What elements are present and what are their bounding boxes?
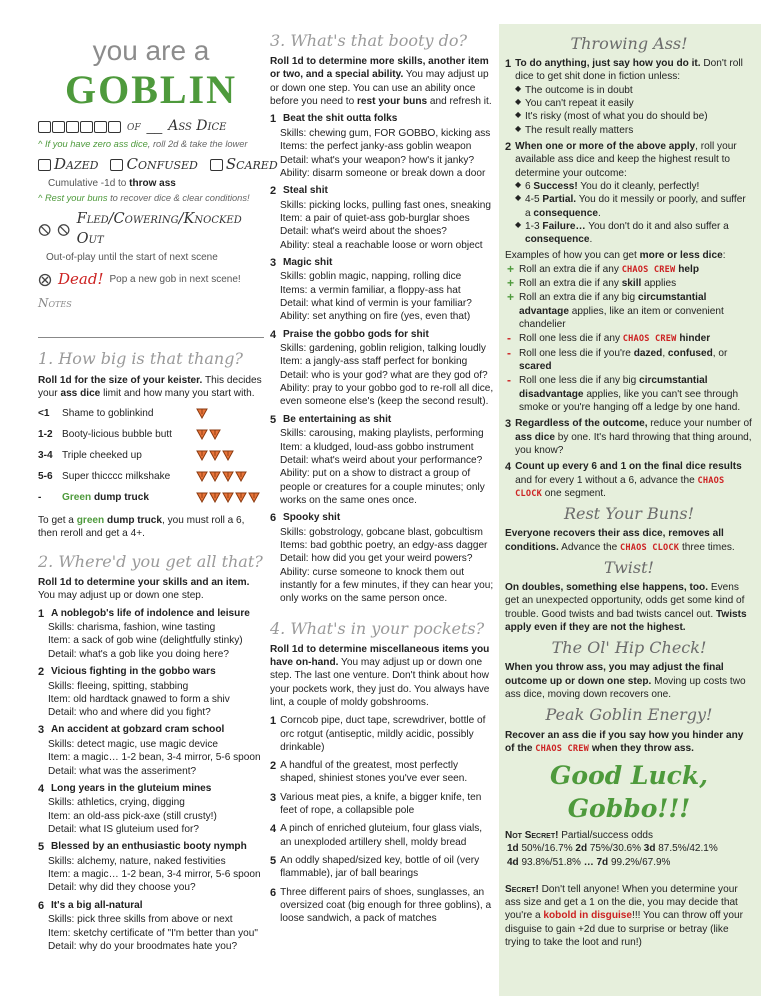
odds-block: Not Secret! Partial/success odds 1d 50%/16.7% 2d 75%/30.6% 3d 87.5%/42.1% 4d 93.8%/51.8% … 7d 99.2%/67.9%	[505, 829, 753, 869]
item-heading: 1 A noblegob's life of indolence and leisure	[38, 607, 250, 620]
size-label: Super thicccc milkshake	[62, 471, 171, 483]
fled-row	[38, 210, 264, 248]
rest-text: Everyone recovers their ass dice, removes all conditions. Advance the CHAOS CLOCK three times.	[505, 528, 735, 553]
size-roll: 5-6	[38, 471, 53, 483]
item-detail: Detail: how did you get your weird powers?	[280, 553, 473, 565]
plus-icon: +	[507, 261, 515, 276]
item-heading: 6 It's a big all-natural	[38, 899, 143, 912]
dazed-checkbox[interactable]	[38, 159, 51, 171]
modifier-list	[505, 263, 753, 415]
modifier-item: - Roll one less die if any CHAOS CREW hinder	[507, 331, 711, 346]
item-detail: Ability: put on a show to distract a group of people or creatures for a couple minutes; only works on the same ones once.	[280, 468, 485, 506]
list-item	[38, 607, 264, 661]
notes-area[interactable]	[38, 311, 264, 329]
butt-icon	[196, 429, 208, 440]
of-label: of	[127, 119, 141, 135]
plus-icon: +	[507, 276, 515, 291]
item-detail: Item: an old-ass pick-axe (still crusty!)	[48, 810, 217, 822]
item-detail: Skills: pick three skills from above or next	[48, 914, 233, 926]
item-detail: Ability: set anything on fire (yes, even that)	[280, 311, 471, 323]
item-detail: Skills: athletics, crying, digging	[48, 797, 185, 809]
butt-icon	[235, 471, 247, 482]
confused-checkbox[interactable]	[110, 159, 123, 171]
size-table	[38, 403, 264, 508]
item-detail: Detail: who and where did you fight?	[48, 707, 211, 719]
odds-line-1: 1d 50%/16.7% 2d 75%/30.6% 3d 87.5%/42.1%	[507, 843, 718, 855]
conditions-row	[38, 155, 278, 175]
section3-intro: Roll 1d to determine more skills, another item or two, and a special ability. You may adjust up or down one step. You can use an ability once before you need to rest your buns and refresh it.	[270, 56, 492, 108]
item-detail: Detail: why do your broodmates hate you?	[48, 940, 238, 952]
size-label: Green dump truck	[62, 492, 149, 504]
dead-label: Dead!	[58, 269, 104, 288]
item-detail: Detail: who is your god? what are they god of?	[280, 369, 488, 381]
middle-column	[270, 0, 495, 926]
pocket-item: 2 A handful of the greatest, most perfectly shaped, shiniest stones you've ever seen.	[270, 760, 468, 785]
item-detail: Skills: goblin magic, napping, rolling dice	[280, 271, 462, 283]
item-heading: 5 Blessed by an enthusiastic booty nymph	[38, 841, 247, 854]
item-heading: 2 Steal shit	[270, 185, 328, 198]
section1-title: 1. How big is that thang?	[38, 349, 244, 369]
ass-die-checkbox[interactable]	[94, 121, 107, 133]
condition-confused[interactable]: Confused	[110, 155, 197, 175]
zero-dice-hint: ^ If you have zero ass dice, roll 2d & take the lower	[38, 138, 248, 149]
item-detail: Skills: fleeing, spitting, stabbing	[48, 680, 189, 692]
list-item: ◆ The result really matters	[515, 124, 753, 137]
ass-dice-checkboxes	[38, 121, 121, 133]
ass-die-checkbox[interactable]	[66, 121, 79, 133]
minus-icon: -	[507, 373, 511, 388]
item-detail: Skills: alchemy, nature, naked festivities	[48, 855, 226, 867]
butt-icon	[209, 450, 221, 461]
butt-icon	[196, 450, 208, 461]
ass-dice-blank[interactable]: __	[146, 118, 163, 135]
outcome-item: ◆ 1-3 Failure… You don't do it and also suffer a consequence.	[515, 220, 753, 247]
no-circle-icon[interactable]	[38, 223, 51, 237]
size-row	[38, 466, 264, 487]
butt-icons	[196, 492, 264, 503]
item-detail: Item: a magic… 1-2 bean, 3-4 mirror, 5-6 spoon	[48, 752, 261, 764]
list-item: ◆ The outcome is in doubt	[515, 84, 753, 97]
section3-list	[270, 112, 495, 605]
list-item	[270, 413, 495, 507]
x-circle-icon[interactable]	[38, 273, 52, 287]
item-detail: Ability: steal a reachable loose or worn object	[280, 239, 483, 251]
size-row	[38, 487, 264, 508]
ass-die-checkbox[interactable]	[80, 121, 93, 133]
butt-icon	[222, 450, 234, 461]
dead-note: Pop a new gob in next scene!	[109, 274, 241, 286]
size-roll: <1	[38, 408, 50, 420]
size-label: Booty-licious bubble butt	[62, 429, 172, 441]
condition-scared[interactable]: Scared	[210, 155, 278, 175]
item-detail: Item: a magic… 1-2 bean, 3-4 mirror, 5-6 spoon	[48, 869, 261, 881]
examples-intro: Examples of how you can get more or less dice:	[505, 250, 726, 262]
no-circle-icon[interactable]	[57, 223, 70, 237]
list-item	[270, 328, 495, 409]
butt-icon	[222, 471, 234, 482]
pocket-item: 4 A pinch of enriched gluteium, four glass vials, an unexploded artillery shell, moldy bread	[270, 823, 483, 848]
modifier-item: - Roll one less die if you're dazed, confused, or scared	[507, 345, 728, 373]
out-of-play-note: Out-of-play until the start of next scene	[46, 251, 218, 263]
list-item: ◆ It's risky (most of what you do should be)	[515, 110, 753, 123]
item-detail: Skills: carousing, making playlists, performing	[280, 428, 484, 440]
item-detail: Skills: detect magic, use magic device	[48, 738, 218, 750]
butt-icon	[196, 492, 208, 503]
item-heading: 4 Long years in the gluteium mines	[38, 782, 212, 795]
modifier-item: + Roll an extra die if any big circumstantial advantage applies, like an item or convenient chandelier	[507, 290, 724, 331]
item-detail: Detail: what was the asseriment?	[48, 765, 197, 777]
list-item	[38, 899, 264, 953]
item-detail: Item: a kludged, loud-ass gobbo instrument	[280, 441, 474, 453]
list-item	[38, 665, 264, 719]
pocket-item: 6 Three different pairs of shoes, sunglasses, an oversized coat (big enough for three goblins), a loose sandwich, a pack of matches	[270, 886, 492, 925]
butt-icons	[196, 429, 264, 440]
ass-die-checkbox[interactable]	[108, 121, 121, 133]
section1-outro: To get a green dump truck, you must roll a 6, then reroll and get a 4+.	[38, 515, 245, 540]
butt-icon	[235, 492, 247, 503]
outcome-list	[505, 180, 753, 247]
item-detail: Detail: what's weird about your performance?	[280, 454, 483, 466]
item-detail: Detail: what IS gluteium used for?	[48, 824, 199, 836]
section4-list	[270, 714, 495, 925]
list-item	[38, 782, 264, 836]
item-detail: Items: the perfect janky-ass goblin weapon	[280, 141, 472, 153]
item-detail: Item: a jangly-ass staff perfect for bonking	[280, 356, 468, 368]
goblin-title: GOBLIN	[64, 67, 238, 113]
item-detail: Skills: chewing gum, FOR GOBBO, kicking ass	[280, 127, 491, 139]
item-detail: Item: sketchy certificate of "I'm better than you"	[48, 927, 258, 939]
hip-check-text: When you throw ass, you may adjust the final outcome up or down one step. Moving up costs two ass dice, moving down recovers one.	[505, 662, 746, 701]
size-roll: 1-2	[38, 429, 53, 441]
section2-title: 2. Where'd you get all that?	[38, 551, 263, 571]
plus-icon: +	[507, 290, 515, 305]
peak-energy-text: Recover an ass die if you say how you hinder any of the CHAOS CREW when they throw ass.	[505, 729, 744, 754]
minus-icon: -	[507, 331, 511, 346]
item-detail: Item: a pair of quiet-ass gob-burglar shoes	[280, 212, 470, 224]
rules-panel	[499, 24, 761, 996]
section4-intro: Roll 1d to determine miscellaneous items you have on-hand. You may adjust up or down one step. The last one venture. Don't think about how your pockets work, they just do. You always have lint, a couple of moldy gobshrooms.	[270, 643, 490, 708]
minus-icon: -	[507, 345, 511, 360]
left-column	[38, 0, 278, 953]
outcome-item: ◆ 6 Success! You do it cleanly, perfectly!	[515, 180, 753, 193]
modifier-item: + Roll an extra die if any skill applies	[507, 276, 677, 291]
item-heading: 3 An accident at gobzard cram school	[38, 724, 225, 737]
item-heading: 2 Vicious fighting in the gobbo wars	[38, 665, 216, 678]
size-roll: -	[38, 492, 42, 504]
butt-icons	[196, 450, 264, 461]
size-roll: 3-4	[38, 450, 53, 462]
butt-icon	[248, 492, 260, 503]
good-luck-banner: Good Luck, Gobbo!!!	[550, 761, 708, 824]
odds-line-2: 4d 93.8%/51.8% … 7d 99.2%/67.9%	[507, 856, 671, 868]
item-detail: Skills: charisma, fashion, wine tasting	[48, 622, 216, 634]
throwing-step-2: 2 When one or more of the above apply, roll your available ass dice and keep the highest result to determine your outcome:	[505, 140, 737, 179]
item-detail: Detail: what's a gob like you doing here?	[48, 648, 229, 660]
pocket-item: 5 An oddly shaped/sized key, bottle of oil (very flammable), jar of ball bearings	[270, 855, 480, 880]
twist-title: Twist!	[604, 558, 654, 577]
dead-row	[38, 270, 264, 290]
list-item: ◆ You can't repeat it easily	[515, 97, 753, 110]
list-item	[270, 184, 495, 252]
peak-energy-title: Peak Goblin Energy!	[545, 705, 713, 725]
item-detail: Skills: picking locks, pulling fast ones, sneaking	[280, 199, 491, 211]
butt-icon	[209, 471, 221, 482]
throwing-step-1: 1 To do anything, just say how you do it. Don't roll dice to get shit done in fiction unless:	[505, 58, 743, 83]
secret-text: Secret! Don't tell anyone! When you determine your ass size and get a 1 on the die, you may decide that you're a kobold in disguise!!! You can throw off your disguise to gain +2d due to surprise or betray (like trying to take the loot and run!)	[505, 883, 743, 948]
ass-dice-label: Ass Dice	[168, 118, 227, 135]
twist-text: On doubles, something else happens, too. Evens get an unexpected opportunity, odds get some kind of trouble. Good twists and bad twists cancel out. Twists apply even if they are not the highest.	[505, 582, 747, 634]
butt-icon	[196, 471, 208, 482]
butt-icon	[209, 429, 221, 440]
item-heading: 6 Spooky shit	[270, 512, 341, 525]
butt-icon	[209, 492, 221, 503]
item-heading: 1 Beat the shit outta folks	[270, 113, 398, 126]
notes-label: Notes	[38, 295, 72, 310]
rest-title: Rest Your Buns!	[563, 504, 695, 524]
list-item	[38, 723, 264, 777]
divider	[38, 337, 264, 338]
fled-label: Fled/Cowering/Knocked Out	[76, 211, 242, 247]
throwing-step-4: 4 Count up every 6 and 1 on the final dice results and for every 1 without a 6, advance the CHAOS CLOCK one segment.	[505, 461, 742, 499]
throwing-title: Throwing Ass!	[570, 34, 688, 53]
rest-hint: ^ Rest your buns to recover dice & clear conditions!	[38, 193, 250, 204]
item-detail: Ability: curse someone to knock them out instantly for a few minutes, if they can hear you; only works on the same person once.	[280, 566, 494, 605]
hip-check-title: The Ol' Hip Check!	[551, 638, 707, 658]
pocket-item: 3 Various meat pies, a knife, a bigger knife, ten feet of rope, a collapsible pole	[270, 791, 482, 817]
cumulative-note: Cumulative -1d to throw ass	[48, 177, 176, 189]
section3-title: 3. What's that booty do?	[270, 31, 468, 50]
butt-icons	[196, 408, 264, 419]
you-are-heading: you are a	[92, 35, 210, 66]
item-detail: Item: old hardtack gnawed to form a shiv	[48, 693, 230, 705]
modifier-item: + Roll an extra die if any CHAOS CREW help	[507, 261, 699, 276]
pocket-item: 1 Corncob pipe, duct tape, screwdriver, bottle of orc rotgut (antiseptic, mildly acidic, possibly drinkable)	[270, 715, 486, 753]
list-item	[270, 256, 495, 324]
item-detail: Ability: pray to your gobbo god to re-roll all dice, even someone else's (keep the second result).	[280, 383, 494, 408]
size-row	[38, 424, 264, 445]
item-detail: Skills: gobstrology, gobcane blast, gobcultism	[280, 526, 483, 538]
section4-title: 4. What's in your pockets?	[270, 618, 485, 638]
section2-list	[38, 607, 264, 954]
list-item	[38, 840, 264, 894]
scared-checkbox[interactable]	[210, 159, 223, 171]
throwing-step-3: 3 Regardless of the outcome, reduce your number of ass dice by one. It's hard throwing that thing around, you know?	[505, 418, 752, 456]
item-heading: 4 Praise the gobbo gods for shit	[270, 328, 429, 341]
item-detail: Items: a vermin familiar, a floppy-ass hat	[280, 284, 461, 296]
outcome-item: ◆ 4-5 Partial. You do it messily or poorly, and suffer a consequence.	[515, 193, 753, 220]
item-detail: Detail: what kind of vermin is your familiar?	[280, 298, 472, 310]
condition-dazed[interactable]: Dazed	[38, 155, 98, 175]
ass-die-checkbox[interactable]	[38, 121, 51, 133]
size-label: Shame to goblinkind	[62, 408, 154, 420]
butt-icon	[222, 492, 234, 503]
item-detail: Item: a sack of gob wine (delightfully stinky)	[48, 635, 243, 647]
list-item	[270, 112, 495, 180]
ass-die-checkbox[interactable]	[52, 121, 65, 133]
doubt-list	[505, 84, 753, 137]
item-detail: Detail: what's your weapon? how's it janky?	[280, 154, 475, 166]
butt-icons	[196, 471, 264, 482]
section1-intro: Roll 1d for the size of your keister. This decides your ass dice limit and how many you start with.	[38, 374, 262, 399]
butt-icon	[196, 408, 208, 419]
list-item	[270, 511, 495, 605]
size-label: Triple cheeked up	[62, 450, 142, 462]
item-heading: 5 Be entertaining as shit	[270, 413, 392, 426]
item-heading: 3 Magic shit	[270, 256, 333, 269]
ass-dice-row	[38, 117, 264, 135]
section2-intro: Roll 1d to determine your skills and an item. You may adjust up or down one step.	[38, 576, 250, 602]
item-detail: Detail: what's weird about the shoes?	[280, 226, 447, 238]
item-detail: Ability: disarm someone or break down a door	[280, 167, 486, 179]
size-row	[38, 403, 264, 424]
item-detail: Items: bad gobthic poetry, an edgy-ass dagger	[280, 539, 488, 551]
item-detail: Skills: gardening, goblin religion, talking loudly	[280, 343, 486, 355]
item-detail: Detail: why did they choose you?	[48, 882, 196, 894]
modifier-item: - Roll one less die if any big circumstantial disadvantage applies, like you can't see through smoke or you're hanging off a ledge by one hand.	[507, 373, 741, 413]
size-row	[38, 445, 264, 466]
